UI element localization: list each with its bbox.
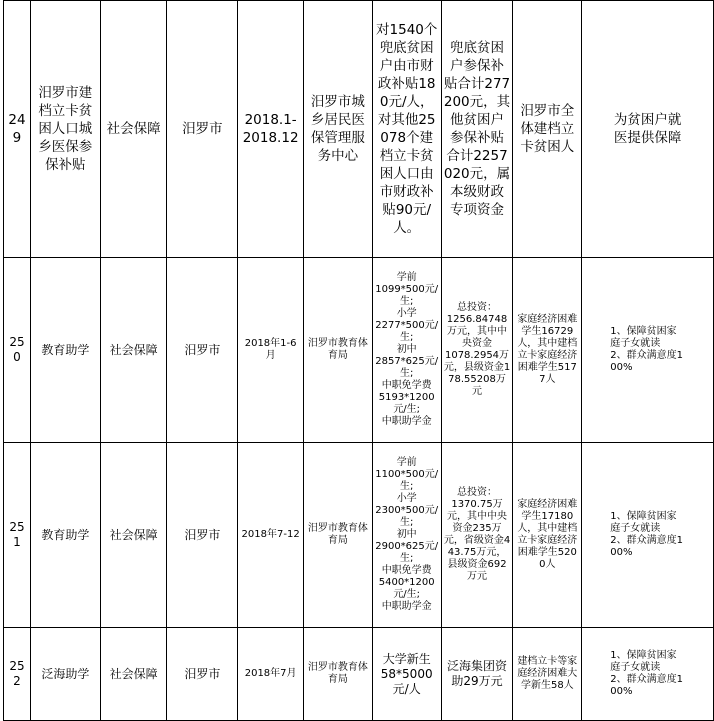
project-funds: 总投资： 1256.84748万元，其中中央资金 1078.2954万元，县级资金178.55208万元 <box>441 258 513 443</box>
project-period: 2018.1- 2018.12 <box>238 1 304 258</box>
table-row <box>4 628 714 721</box>
beneficiary: 建档立卡等家庭经济困难大学新生58人 <box>513 628 582 721</box>
beneficiary: 家庭经济困难学生17180人，其中建档立卡家庭经济困难学生5200人 <box>513 443 582 628</box>
project-location: 汨罗市 <box>167 1 238 258</box>
project-category: 社会保障 <box>100 258 167 443</box>
project-goal: 1、保障贫困家庭子女就读 2、群众满意度100% <box>582 443 714 628</box>
responsible-dept: 汨罗市教育体育局 <box>304 443 373 628</box>
project-period: 2018年1-6月 <box>238 258 304 443</box>
table-row <box>4 258 714 443</box>
project-period: 2018年7月 <box>238 628 304 721</box>
project-content: 学前 1100*500元/生; 小学 2300*500元/生; 初中 2900*625元/生; 中职免学费 5400*1200元/生; 中职助学金 <box>372 443 441 628</box>
row-number: 252 <box>4 628 31 721</box>
project-funds: 泛海集团资助29万元 <box>441 628 513 721</box>
table-row <box>4 443 714 628</box>
project-funds: 总投资： 1370.75万元，其中中央资金235万元，省级资金443.75万元，县级资金692万元 <box>441 443 513 628</box>
project-goal: 为贫困户就医提供保障 <box>582 1 714 258</box>
project-location: 汨罗市 <box>167 443 238 628</box>
project-name: 泛海助学 <box>30 628 100 721</box>
row-number: 250 <box>4 258 31 443</box>
responsible-dept: 汨罗市城乡居民医保管理服务中心 <box>304 1 373 258</box>
project-goal: 1、保障贫困家庭子女就读 2、群众满意度100% <box>582 628 714 721</box>
project-category: 社会保障 <box>100 1 167 258</box>
project-name: 教育助学 <box>30 258 100 443</box>
row-number: 251 <box>4 443 31 628</box>
project-period: 2018年7-12 <box>238 443 304 628</box>
project-location: 汨罗市 <box>167 628 238 721</box>
project-content: 大学新生 58*5000元/人 <box>372 628 441 721</box>
beneficiary: 汨罗市全体建档立卡贫困人 <box>513 1 582 258</box>
project-content: 对1540个兜底贫困户由市财政补贴180元/人，对其他25078个建档立卡贫困人口由市财政补贴90元/人。 <box>372 1 441 258</box>
project-category: 社会保障 <box>100 443 167 628</box>
project-name: 汨罗市建档立卡贫困人口城乡医保参保补贴 <box>30 1 100 258</box>
beneficiary: 家庭经济困难学生16729人，其中建档立卡家庭经济困难学生5177人 <box>513 258 582 443</box>
responsible-dept: 汨罗市教育体育局 <box>304 258 373 443</box>
project-table <box>3 0 714 721</box>
project-name: 教育助学 <box>30 443 100 628</box>
project-category: 社会保障 <box>100 628 167 721</box>
project-goal: 1、保障贫困家庭子女就读 2、群众满意度100% <box>582 258 714 443</box>
responsible-dept: 汨罗市教育体育局 <box>304 628 373 721</box>
project-location: 汨罗市 <box>167 258 238 443</box>
row-number: 249 <box>4 1 31 258</box>
project-content: 学前 1099*500元/生; 小学 2277*500元/生; 初中 2857*625元/生; 中职免学费 5193*1200元/生; 中职助学金 <box>372 258 441 443</box>
table-row <box>4 1 714 258</box>
project-funds: 兜底贫困户参保补贴合计277200元，其他贫困户参保补贴合计2257020元，属本级财政专项资金 <box>441 1 513 258</box>
